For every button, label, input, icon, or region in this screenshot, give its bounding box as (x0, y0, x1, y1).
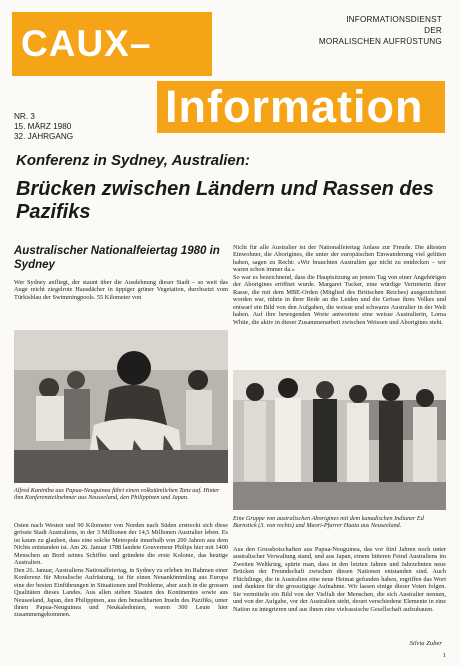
article-paragraph: So war es bezeichnend, dass die Hauptsitzung an jenem Tag von einer Angehörigen der Aborigines eröffnet wurde. Margaret Tucker, eine würdige Vertreterin ihrer Rasse, die mit dem MBE-Orden (Mitglied des Britischen Reiches) ausgezeichnet worden war, rührte in ihrer Rede an die Leiden und die Grösse ihres Volkes und entwarf ein Bild von den Aufgaben, die weisse und schwarze Australier in der Welt haben. Auf ihre bewegenden Worte antwortete eine weisse Australierin, Lorna White, die aktiv in dieser Zusammenarbeit zwischen Weissen und Aborigines steht. (233, 273, 446, 326)
article-paragraph: Den 26. Januar, Australiens Nationalfeiertag, in Sydney zu erleben im Rahmen einer Konferenz für Moralische Aufrüstung, ist für einen Neuankömmling aus Europa eine der besten Einführungen in Situationen und Probleme, aber auch in die grossen Qualitäten dieses Landes. Aus allen sieben Staaten des Kontinentes sowie aus Neuseeland, Japan, den Philippinen, aus den benachbarten Inseln des Pazifiks, unter ihnen Papua-Neuguinea und Neukaledonien, waren 300 Leute hier zusammengekommen. (14, 566, 228, 619)
logo-text-caux: CAUX– (21, 23, 152, 64)
page-number: 1 (442, 652, 446, 659)
publisher-block (292, 14, 442, 47)
right-photo-caption: Eine Gruppe von australischen Aborigines mit dem kanadischen Indianer Ed Burnstick (3. von rechts) und Maori-Pfarrer Huata aus Neuseeland. (233, 515, 424, 530)
caux-logo (12, 12, 212, 76)
article-paragraph: Osten nach Westen und 90 Kilometer von Norden nach Süden erstreckt sich diese grösste Stadt Australiens, in der 3 Millionen der 14,5 Millionen Australier leben. Es ist kaum zu glauben, dass eine solche Metropole innerhalb von 200 Jahren aus dem Nichts entstanden ist. Am 26. Januar 1788 landete Gouverneur Philips hier mit 1400 Menschen an Bord seines Schiffes und gründete die erste Kolonie, das heutige Australien. (14, 522, 228, 567)
left-photo-caption: Alfred Kaniniba aus Papua-Neuguinea führt einen volkstümlichen Tanz auf. Hinter ihm Konferenzteilnehmer aus Neuseeland, den Philippinen und Japan. (14, 487, 220, 502)
right-column-lower: Aus den Grussbotschaften aus Papua-Neuguinea, das vor fünf Jahren noch unter australischer Verwaltung stand, und aus Japan, einem bitteren Feind Australiens im Zweiten Weltkrieg, spürte man, dass in den letzten Jahren und Jahrzehnten neue Brücken der Freundschaft zwischen diesen Nationen entstanden sind. Auch Flüchtlinge, die in Australien eine neue Heimat gefunden haben, ergriffen das Wort und dankten für die grosszügige Aufnahme. Wir lassen einige dieser Voten folgen. Sie vermitteln ein Bild von der Vielfalt der Menschen, die sich Australier nennen, und von der Aufgabe, vor der Australien steht, derart verschiedene Elemente in eine Nation zu integrieren und aus ihnen eine vielrassische Gesellschaft aufzubauen. (233, 546, 446, 613)
issue-number: NR. 3 (14, 112, 35, 121)
article-subhead: Australischer Nationalfeiertag 1980 in Sydney (14, 245, 220, 271)
article-intro: Wer Sydney anfliegt, der staunt über die Ausdehnung dieser Stadt – so weit das Auge reicht ziegelrote Hausdächer in üppiger grüner Vegetation, durchsetzt vom Türkisblau der Swimmingpools. 55 Kilometer von (14, 279, 228, 301)
publisher-line: DER (424, 26, 442, 35)
dance-photo (14, 330, 228, 483)
headline-kicker: Konferenz in Sydney, Australien: (16, 152, 250, 169)
publisher-line: MORALISCHEN AUFRÜSTUNG (318, 37, 442, 46)
author-signature: Silvia Zuber (409, 640, 442, 647)
issue-date: 15. MÄRZ 1980 (14, 122, 72, 131)
group-photo (233, 370, 446, 510)
issue-info (14, 112, 124, 142)
right-column-top (233, 244, 446, 326)
left-column-lower (14, 522, 228, 619)
information-logo (157, 81, 445, 133)
article-paragraph: Nicht für alle Australier ist der Nationalfeiertag Anlass zur Freude. Die ältesten Einwohner, die Aborigines, die unter der europäischen Einwanderung viel gelitten haben, sagen zu Recht: «Wir brauchten Australien gar nicht zu entdecken – wir waren schon immer da.» (233, 244, 446, 274)
issue-volume: 32. JAHRGANG (14, 132, 74, 141)
logo-text-information: Information (165, 81, 424, 132)
main-headline: Brücken zwischen Ländern und Rassen des Pazifiks (16, 178, 434, 223)
publisher-line: INFORMATIONSDIENST (346, 15, 442, 24)
